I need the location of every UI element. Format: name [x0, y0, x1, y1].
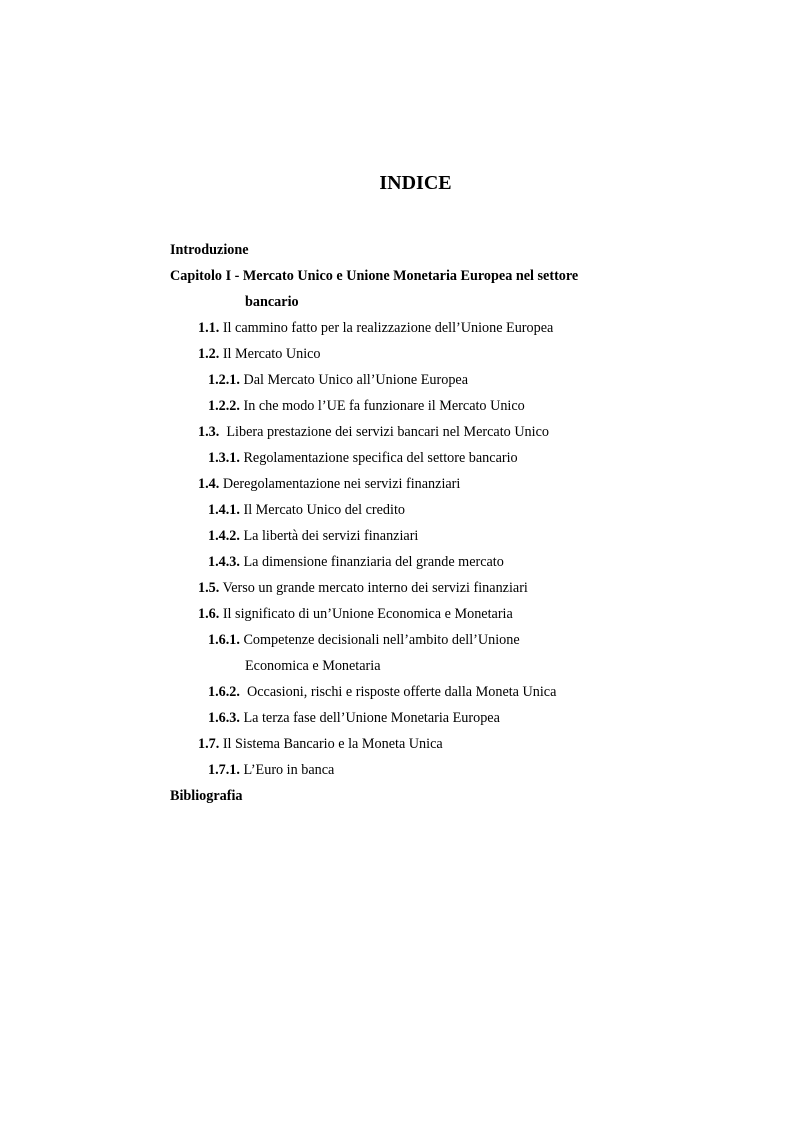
- toc-entry-1-7-1[interactable]: [170, 757, 730, 783]
- toc-entry-number: 1.6.3.: [208, 710, 240, 726]
- toc-entry-text: In che modo l’UE fa funzionare il Mercato Unico: [239, 398, 525, 414]
- toc-entry-number: 1.2.2.: [208, 398, 240, 414]
- toc-entry-number: 1.6.2.: [208, 684, 240, 700]
- toc-entry-1-3-1[interactable]: [170, 445, 730, 471]
- toc-entry-number: 1.2.1.: [208, 372, 240, 388]
- toc-entry-1-6-1[interactable]: [170, 627, 730, 653]
- toc-entry-1-4-1[interactable]: [170, 497, 730, 523]
- toc-entry-text: Competenze decisionali nell’ambito dell’Unione: [239, 632, 520, 648]
- toc-entry-number: 1.4.3.: [208, 554, 240, 570]
- toc-entry-number: 1.2.: [198, 346, 220, 362]
- toc-entry-text: Regolamentazione specifica del settore bancario: [239, 450, 518, 466]
- toc-entry-text: Deregolamentazione nei servizi finanziari: [219, 476, 461, 492]
- toc-entry-number: 1.4.2.: [208, 528, 240, 544]
- toc-entry-1-4[interactable]: [170, 471, 730, 497]
- toc-entry-text: La terza fase dell’Unione Monetaria Europea: [239, 710, 500, 726]
- toc-entry-1-2[interactable]: [170, 341, 730, 367]
- toc-entry-text: Dal Mercato Unico all’Unione Europea: [239, 372, 469, 388]
- table-of-contents: [170, 237, 730, 809]
- toc-entry-1-3[interactable]: [170, 419, 730, 445]
- toc-entry-text: Economica e Monetaria: [245, 658, 381, 674]
- toc-entry-1-2-1[interactable]: [170, 367, 730, 393]
- toc-entry-number: 1.1.: [198, 320, 220, 336]
- toc-entry-text: La libertà dei servizi finanziari: [239, 528, 419, 544]
- toc-entry-text: Il Mercato Unico: [219, 346, 321, 362]
- toc-entry-1-7[interactable]: [170, 731, 730, 757]
- toc-entry-1-6-2[interactable]: [170, 679, 730, 705]
- toc-bibliografia[interactable]: Bibliografia: [170, 788, 243, 804]
- toc-entry-1-4-3[interactable]: [170, 549, 730, 575]
- toc-capitolo-1[interactable]: Capitolo I - Mercato Unico e Unione Monetaria Europea nel settore: [170, 268, 579, 284]
- toc-entry-1-2-2[interactable]: [170, 393, 730, 419]
- toc-entry-number: 1.6.: [198, 606, 220, 622]
- page-title: INDICE: [379, 172, 452, 194]
- toc-entry-1-4-2[interactable]: [170, 523, 730, 549]
- toc-entry-text: Verso un grande mercato interno dei servizi finanziari: [219, 580, 528, 596]
- toc-introduzione[interactable]: Introduzione: [170, 242, 249, 258]
- toc-entry-text: Il Mercato Unico del credito: [239, 502, 405, 518]
- toc-entry-number: 1.6.1.: [208, 632, 240, 648]
- toc-entry-text: La dimensione finanziaria del grande mercato: [239, 554, 504, 570]
- toc-entry-1-1[interactable]: [170, 315, 730, 341]
- toc-entry-number: 1.4.: [198, 476, 220, 492]
- toc-entry-number: 1.5.: [198, 580, 220, 596]
- toc-entry-1-6[interactable]: [170, 601, 730, 627]
- toc-entry-text: L’Euro in banca: [239, 762, 335, 778]
- toc-entry-text: Occasioni, rischi e risposte offerte dalla Moneta Unica: [239, 684, 557, 700]
- toc-entry-number: 1.7.1.: [208, 762, 240, 778]
- toc-entry-text: Il Sistema Bancario e la Moneta Unica: [219, 736, 443, 752]
- toc-entry-1-5[interactable]: [170, 575, 730, 601]
- toc-entry-text: Libera prestazione dei servizi bancari nel Mercato Unico: [219, 424, 549, 440]
- toc-capitolo-1-continued[interactable]: bancario: [245, 294, 299, 310]
- toc-entry-text: Il cammino fatto per la realizzazione dell’Unione Europea: [219, 320, 554, 336]
- toc-entry-text: Il significato di un’Unione Economica e Monetaria: [219, 606, 513, 622]
- toc-entry-1-6-3[interactable]: [170, 705, 730, 731]
- toc-entry-number: 1.3.1.: [208, 450, 240, 466]
- toc-entry-1-6-1-continued[interactable]: [170, 653, 730, 679]
- toc-entry-number: 1.4.1.: [208, 502, 240, 518]
- toc-entry-number: 1.7.: [198, 736, 220, 752]
- toc-entry-number: 1.3.: [198, 424, 220, 440]
